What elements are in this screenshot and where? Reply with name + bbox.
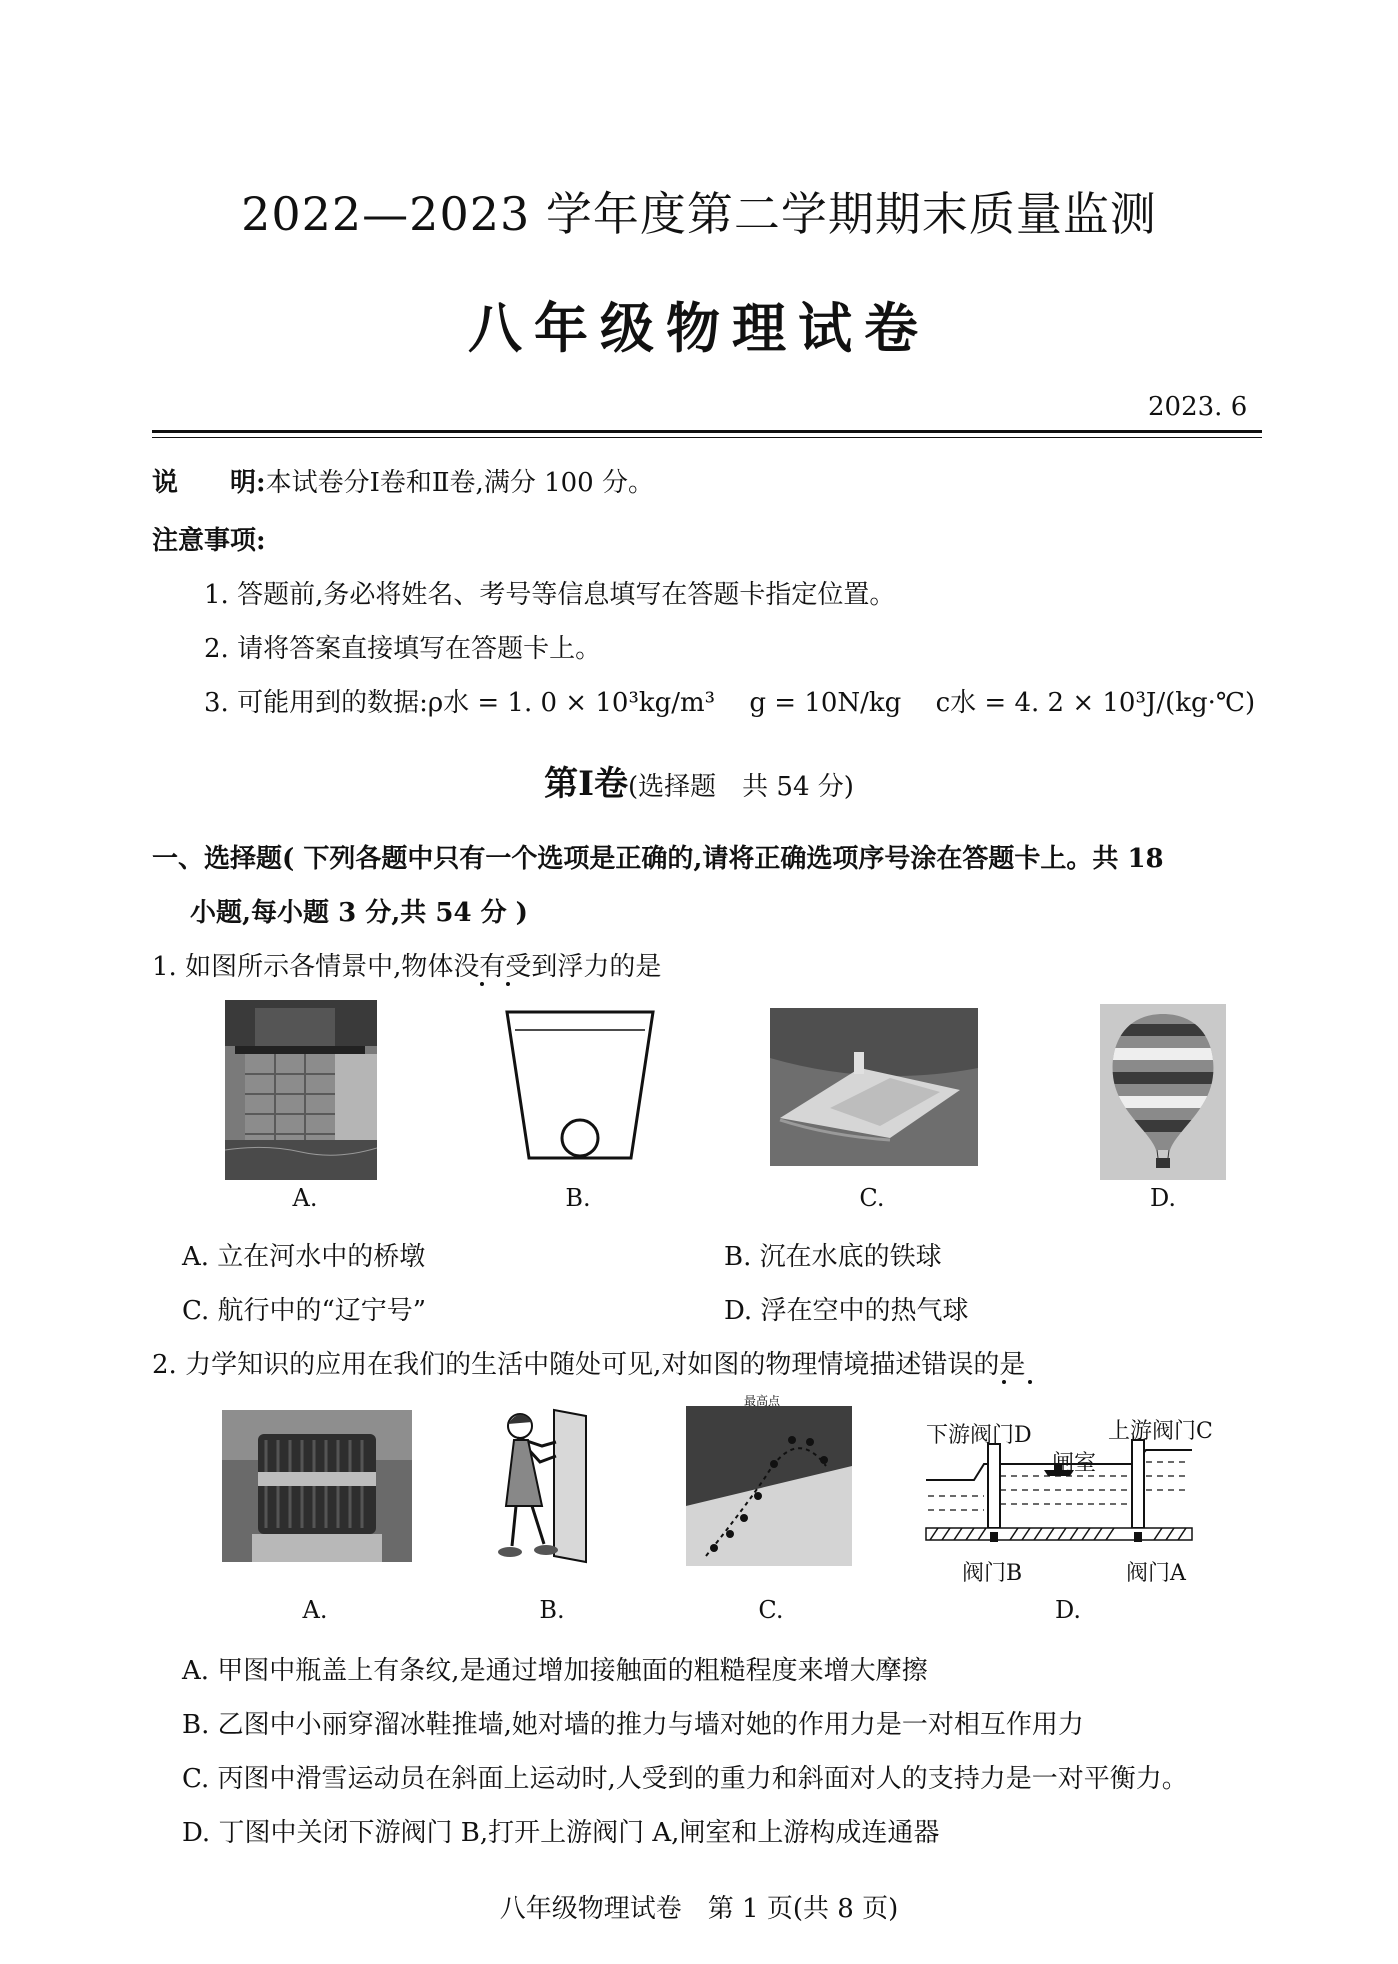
q2-label-downstream-gate: 下游阀门D: [926, 1423, 1032, 1448]
q1-caption-b: B.: [565, 1184, 591, 1212]
q1-caption-d: D.: [1149, 1184, 1176, 1212]
emphasis-dot: [480, 982, 484, 986]
note-line: [152, 462, 654, 499]
q1-caption-c: C.: [859, 1184, 885, 1212]
exam-date: 2023. 6: [1148, 392, 1248, 422]
q2-label-upstream-gate: 上游阀门C: [1108, 1419, 1213, 1444]
q2-caption-a: A.: [302, 1596, 328, 1624]
exam-subject: 八年级物理试卷: [468, 296, 930, 360]
q2-figure-c-ski-jump: [686, 1406, 852, 1566]
part1-heading-2: 小题,每小题 3 分,共 54 分 ): [190, 898, 528, 928]
q1-option-c: C. 航行中的“辽宁号”: [182, 1296, 427, 1326]
q1-option-d: D. 浮在空中的热气球: [724, 1296, 969, 1326]
attention-item-3: 3. 可能用到的数据:ρ水 = 1. 0 × 10³kg/m³ g = 10N/kg c水 = 4. 2 × 10³J/(kg·℃): [204, 688, 1256, 718]
note-text: 本试卷分Ⅰ卷和Ⅱ卷,满分 100 分。: [265, 468, 654, 498]
q2-option-c: C. 丙图中滑雪运动员在斜面上运动时,人受到的重力和斜面对人的支持力是一对平衡力。: [182, 1764, 1188, 1794]
header-rule-thin: [152, 437, 1262, 438]
exam-title: 2022—2023 学年度第二学期期末质量监测: [241, 187, 1157, 241]
q2-option-a: A. 甲图中瓶盖上有条纹,是通过增加接触面的粗糙程度来增大摩擦: [182, 1656, 928, 1686]
q1-option-b: B. 沉在水底的铁球: [724, 1242, 942, 1272]
section-main: 第Ⅰ卷: [544, 764, 628, 804]
emphasis-dot: [1002, 1380, 1006, 1384]
q2-figure-a-bottle-cap: [222, 1410, 412, 1562]
q2-caption-d: D.: [1054, 1596, 1081, 1624]
q1-figure-c-aircraft-carrier: [770, 1008, 978, 1166]
q1-figure-a-bridge-pier: [225, 1000, 377, 1180]
q2-label-valve-b: 阀门B: [962, 1561, 1023, 1586]
header-rule-thick: [152, 430, 1262, 433]
q2-option-d: D. 丁图中关闭下游阀门 B,打开上游阀门 A,闸室和上游构成连通器: [182, 1818, 940, 1848]
q2-caption-c: C.: [758, 1596, 784, 1624]
q1-option-a: A. 立在河水中的桥墩: [182, 1242, 426, 1272]
q1-figure-d-hot-air-balloon: [1100, 1004, 1226, 1180]
q1-figure-b-iron-ball: [505, 1010, 655, 1160]
q2-label-valve-a: 阀门A: [1126, 1561, 1186, 1586]
section-sub: (选择题 共 54 分): [628, 772, 854, 802]
q2-label-chamber: 闸室: [1052, 1451, 1097, 1476]
attention-item-1: 1. 答题前,务必将姓名、考号等信息填写在答题卡指定位置。: [204, 580, 896, 610]
q2-figure-b-girl-pushing-wall: [492, 1406, 592, 1566]
part1-heading-1: 一、选择题( 下列各题中只有一个选项是正确的,请将正确选项序号涂在答题卡上。共 18: [152, 844, 1164, 874]
q1-caption-a: A.: [292, 1184, 318, 1212]
q2-option-b: B. 乙图中小丽穿溜冰鞋推墙,她对墙的推力与墙对她的作用力是一对相互作用力: [182, 1710, 1084, 1740]
q1-stem: 1. 如图所示各情景中,物体没有受到浮力的是: [152, 952, 662, 982]
attention-label: 注意事项:: [152, 526, 266, 556]
note-label: 说 明:: [152, 468, 266, 498]
emphasis-dot: [1028, 1380, 1032, 1384]
q2-stem: 2. 力学知识的应用在我们的生活中随处可见,对如图的物理情境描述错误的是: [152, 1350, 1026, 1380]
emphasis-dot: [506, 982, 510, 986]
q2-figure-c-label: 最高点: [744, 1394, 781, 1408]
q2-caption-b: B.: [539, 1596, 565, 1624]
attention-item-2: 2. 请将答案直接填写在答题卡上。: [204, 634, 602, 664]
section-title: [0, 756, 1398, 805]
page-footer: 八年级物理试卷 第 1 页(共 8 页): [499, 1894, 899, 1924]
